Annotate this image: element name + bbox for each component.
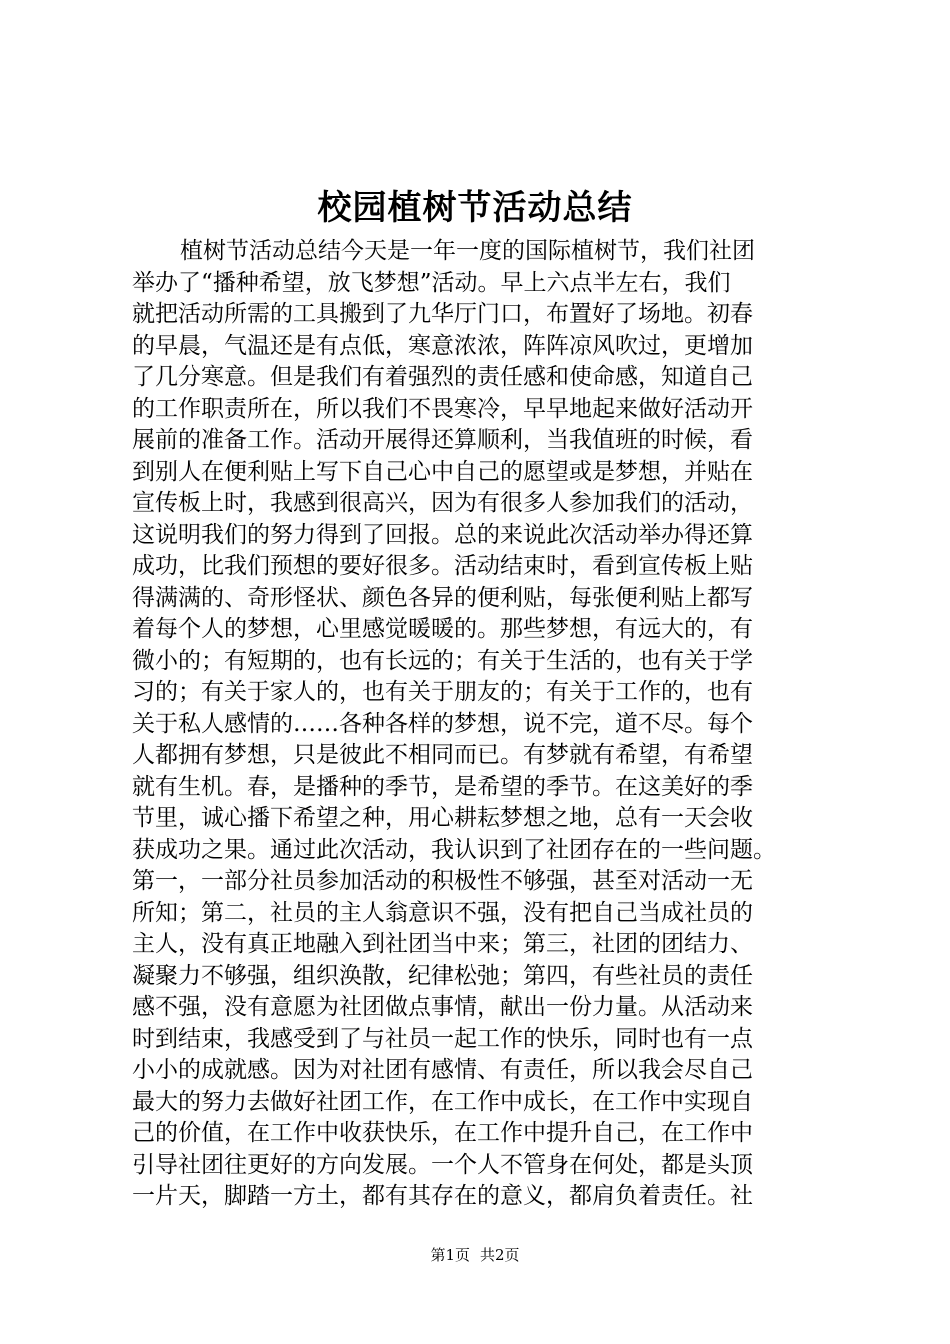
body-line: 到别人在便利贴上写下自己心中自己的愿望或是梦想，并贴在 (132, 458, 753, 485)
body-line: 展前的准备工作。活动开展得还算顺利，当我值班的时候，看 (132, 427, 753, 453)
body-line: 主人，没有真正地融入到社团当中来；第三，社团的团结力、 (132, 931, 753, 957)
document-body (132, 236, 872, 1213)
body-line: 着每个人的梦想，心里感觉暖暖的。那些梦想，有远大的，有 (132, 616, 753, 642)
body-line: 就有生机。春，是播种的季节，是希望的季节。在这美好的季 (132, 773, 753, 800)
body-line: 宣传板上时，我感到很高兴，因为有很多人参加我们的活动， (132, 490, 753, 516)
body-line: 这说明我们的努力得到了回报。总的来说此次活动举办得还算 (132, 521, 753, 548)
body-line: 的早晨，气温还是有点低，寒意浓浓，阵阵凉风吹过，更增加 (132, 332, 753, 359)
body-line: 习的；有关于家人的，也有关于朋友的；有关于工作的，也有 (132, 679, 753, 705)
body-line: 人都拥有梦想，只是彼此不相同而已。有梦就有希望，有希望 (132, 742, 753, 768)
body-line: 己的价值，在工作中收获快乐，在工作中提升自己，在工作中 (132, 1120, 753, 1146)
body-line: 关于私人感情的……各种各样的梦想，说不完，道不尽。每个 (132, 710, 753, 737)
body-line: 感不强，没有意愿为社团做点事情，献出一份力量。从活动来 (132, 994, 753, 1020)
body-line: 就把活动所需的工具搬到了九华厅门口，布置好了场地。初春 (132, 301, 753, 327)
body-line: 第一，一部分社员参加活动的积极性不够强，甚至对活动一无 (132, 868, 753, 894)
page-number: 第1页 (430, 1246, 470, 1264)
body-line: 最大的努力去做好社团工作，在工作中成长，在工作中实现自 (132, 1088, 753, 1115)
body-line: 时到结束，我感受到了与社员一起工作的快乐，同时也有一点 (132, 1025, 753, 1052)
body-line: 成功，比我们预想的要好很多。活动结束时，看到宣传板上贴 (132, 553, 753, 579)
body-line: 微小的；有短期的，也有长远的；有关于生活的，也有关于学 (132, 647, 753, 674)
body-line: 植树节活动总结今天是一年一度的国际植树节，我们社团 (180, 238, 755, 264)
body-line: 所知；第二，社员的主人翁意识不强，没有把自己当成社员的 (132, 899, 753, 926)
body-line: 举办了“播种希望，放飞梦想”活动。早上六点半左右，我们 (132, 269, 731, 296)
document-title: 校园植树节活动总结 (317, 188, 633, 228)
body-line: 得满满的、奇形怪状、颜色各异的便利贴，每张便利贴上都写 (132, 584, 753, 611)
body-line: 凝聚力不够强，组织涣散，纪律松弛；第四，有些社员的责任 (132, 962, 753, 989)
body-line: 获成功之果。通过此次活动，我认识到了社团存在的一些问题。 (132, 836, 776, 863)
body-line: 引导社团往更好的方向发展。一个人不管身在何处，都是头顶 (132, 1151, 753, 1178)
body-line: 一片天，脚踏一方土，都有其存在的意义，都肩负着责任。社 (132, 1183, 753, 1209)
body-line: 的工作职责所在，所以我们不畏寒冷，早早地起来做好活动开 (132, 395, 753, 422)
body-line: 节里，诚心播下希望之种，用心耕耘梦想之地，总有一天会收 (132, 805, 753, 831)
page-total: 共2页 (480, 1246, 520, 1264)
page-footer (0, 1244, 950, 1266)
body-line: 小小的成就感。因为对社团有感情、有责任，所以我会尽自己 (132, 1057, 753, 1083)
body-line: 了几分寒意。但是我们有着强烈的责任感和使命感，知道自己 (132, 364, 753, 390)
